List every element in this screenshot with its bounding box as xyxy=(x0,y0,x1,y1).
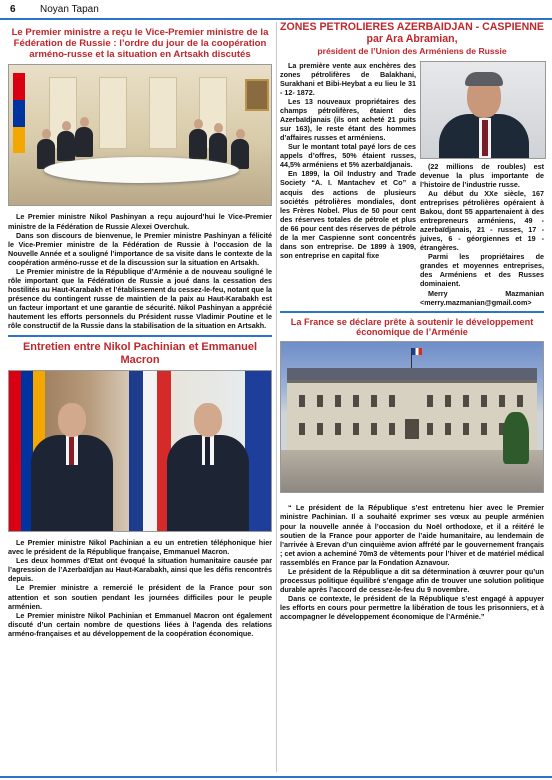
article-france-title: La France se déclare prête à soutenir le développement économique de l’Arménie xyxy=(290,316,534,338)
publication-name: Noyan Tapan xyxy=(40,4,99,15)
paragraph: Les 13 nouveaux propriétaires des champs pétrolifères, étaient des Azerbaïdjanais (ils ont acheté 21 puits sur 163), le reste étant des hommes d’affaires russes et arméniens. xyxy=(280,96,416,143)
leaders-photo xyxy=(8,370,272,532)
section-rule xyxy=(8,335,272,337)
right-column xyxy=(280,22,544,621)
paragraph: Le Premier ministre a remercié le président de la France pour son attention et son soutien pendant les journées difficiles pour le peuple arménien. xyxy=(8,583,272,611)
paragraph: Sur le montant total payé lors de ces appels d’offres, 50% étaient russes, 44,5% arméniens et 5% azerbaïdjanais. xyxy=(280,142,416,170)
left-column xyxy=(8,22,272,638)
article-france-body xyxy=(280,503,544,621)
macron-face xyxy=(194,403,222,437)
paragraph: Le Premier ministre Nikol Pachinian et Emmanuel Macron ont également discuté d’un certain nombre de questions liées à l’agenda des relations arméno-françaises et au développement de la coopération économique. xyxy=(8,610,272,638)
paragraph: La première vente aux enchères des zones pétrolifères de Balakhani, Surakhani et Bibi-Heybat a eu lieu le 31 - 12- 1872. xyxy=(280,60,416,97)
paragraph: Le Premier ministre Nikol Pachinian a eu un entretien téléphonique hier avec le président de la République française, Emmanuel Macron. xyxy=(8,538,272,557)
article-oil-body-right xyxy=(420,162,544,307)
paragraph: Les deux hommes d’Etat ont évoqué la situation humanitaire causée par l’agression de l’Azerbaïdjan au Haut-Karabakh, ainsi que les défis rencontrés depuis. xyxy=(8,556,272,584)
paragraph: Dans son discours de bienvenue, le Premier ministre Pashinyan a félicité le Vice-Premier ministre de la Fédération de Russie à l’occasion de la Nouvelle Année et a souligné l’importance de sa visite dans le contexte de la coopération arméno-russe et de la discussion sur la situation en Artsakh. xyxy=(8,230,272,267)
armenian-flag xyxy=(13,73,25,153)
paragraph: (22 millions de roubles) est devenue la plus importante de l’histoire de l’industrie russe. xyxy=(420,161,544,189)
article-oil-title: ZONES PETROLIERES AZERBAIDJAN - CASPIENNE par Ara Abramian, xyxy=(280,21,544,45)
article-overchuk-title: Le Premier ministre a reçu le Vice-Premier ministre de la Fédération de Russie : l’ordre du jour de la coopération arméno-russe et la situation en Artsakh discutés xyxy=(11,27,269,60)
section-rule xyxy=(280,311,544,313)
meeting-photo xyxy=(8,64,272,206)
article-macron-title: Entretien entre Nikol Pachinian et Emmanuel Macron xyxy=(22,341,258,366)
french-flag xyxy=(412,348,422,355)
paragraph: Le président de la République a dit sa détermination à œuvrer pour qu’un processus politique équilibré s’engage afin de trouver une solution politique durable après l’accord de cessez-le-feu du 9 novembre. xyxy=(280,566,544,594)
pachinian-face xyxy=(58,403,86,437)
paragraph: Au début du XXe siècle, 167 entreprises pétrolières opéraient à Bakou, dont 55 appartenaient à des entrepreneurs arméniens, 49 - azerbaïdjanais, 21 - russes, 17 - juives, 6 - géorgiennes et 19 - étrangères. xyxy=(420,188,544,253)
author-signature: Merry Mazmanian <merry.mazmanian@gmail.com> xyxy=(420,288,544,307)
article-oil-body-left xyxy=(280,61,416,307)
paragraph: Parmi les propriétaires de grandes et moyennes entreprises, des Arméniens et des Russes dominaient. xyxy=(420,252,544,289)
elysee-palace-photo xyxy=(280,341,544,493)
article-macron-body xyxy=(8,538,272,638)
paragraph: Le Premier ministre Nikol Pashinyan a reçu aujourd’hui le Vice-Premier ministre de la Fédération de Russie Alexei Overchuk. xyxy=(8,212,272,231)
paragraph: Le Premier ministre de la République d’Arménie a de nouveau souligné le rôle important que la Fédération de Russie a joué dans la cessation des hostilités au Haut-Karabakh et l’établissement du cessez-le-feu, notant que la présence du contingent russe de maintien de la paix au Haut-Karabakh est un facteur important et une garantie de sécurité. Nikol Pashinyan a apprécié hautement les efforts personnels du Président russe Vladimir Poutine et le rôle constructif de la Russie dans la stabilisation de la situation en Artsakh. xyxy=(8,266,273,331)
conference-table xyxy=(44,157,239,183)
article-overchuk-body xyxy=(8,212,272,330)
christmas-tree xyxy=(503,412,529,464)
paragraph: En 1899, la Oil Industry and Trade Society “A. I. Mantachev et Co” a acquis des actions de plusieurs sociétés pétrolières mondiales, dont les Frères Nobel. Plus de 50 pour cent des réserves totales de pétrole et plus de 66 pour cent des réserves de pétrole de la mer Caspienne sont concentrés dans son entreprise. De 1899 à 1909, son entreprise en capital fixe xyxy=(280,169,416,260)
paragraph: “ Le président de la République s’est entretenu hier avec le Premier ministre Pachinian. Il a souhaité exprimer ses vœux au peuple arménien pour la nouvelle année à l’occasion du Noël orthodoxe, et il a réitéré le soutien de la France pour apporter de l’aide humanitaire, au lendemain de l’arrivée à Erevan d’un cinquième avion affrété par le gouvernement français ; cet avion a acheminé 70m3 de vêtements pour l’hiver et de matériel médical rassemblés en France par la Fondation Aznavour. xyxy=(280,503,544,567)
column-divider xyxy=(276,22,277,772)
footer-rule xyxy=(0,776,552,778)
wall-painting xyxy=(245,79,269,111)
article-oil-subtitle: président de l’Union des Arméniens de Russie xyxy=(317,45,507,56)
paragraph: Dans ce contexte, le président de la République s’est engagé à appuyer les efforts en cours pour permettre la libération de tous les prisonniers, et à accompagner le développement économique de l’Arménie.” xyxy=(280,594,544,622)
author-portrait xyxy=(420,61,546,159)
page-number: 6 xyxy=(10,4,16,15)
page-header xyxy=(0,0,552,20)
header-rule xyxy=(0,18,552,20)
